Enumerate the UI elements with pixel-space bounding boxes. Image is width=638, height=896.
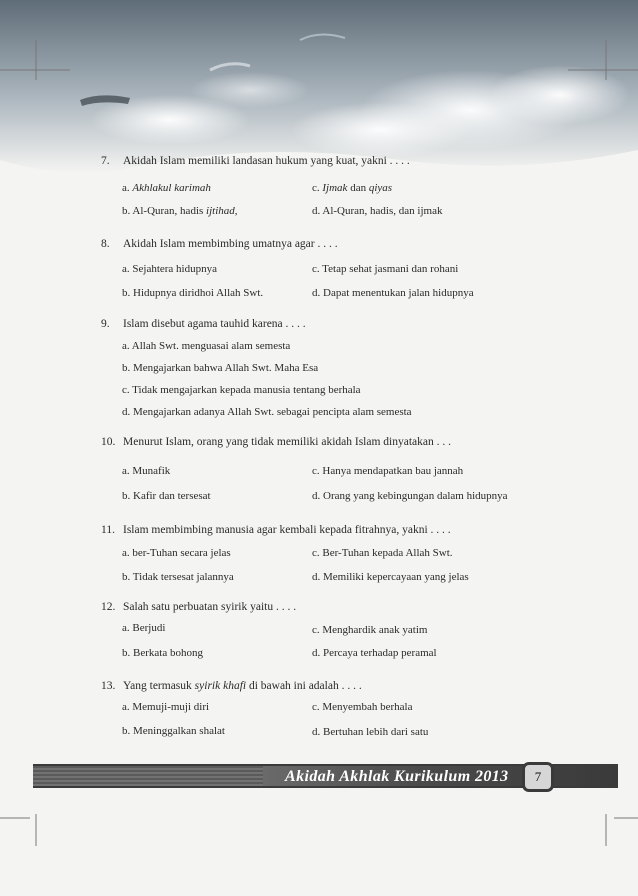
option-a: a. Allah Swt. menguasai alam semesta: [122, 340, 291, 352]
question-text: Akidah Islam membimbing umatnya agar . . . .: [123, 238, 338, 250]
option-b: b. Al-Quran, hadis ijtihad,: [122, 205, 238, 217]
question-number: 10.: [101, 436, 116, 448]
option-d: d. Memiliki kepercayaan yang jelas: [312, 571, 469, 583]
page-number: 7: [522, 762, 554, 792]
option-b: b. Tidak tersesat jalannya: [122, 571, 234, 583]
option-a: a. Munafik: [122, 465, 171, 477]
question-text: Islam membimbing manusia agar kembali kepada fitrahnya, yakni . . . .: [123, 524, 451, 536]
option-a: a. Sejahtera hidupnya: [122, 263, 217, 275]
question-11: [101, 524, 451, 536]
question-text: Yang termasuk syirik khafi di bawah ini adalah . . . .: [123, 680, 362, 692]
question-number: 9.: [101, 318, 110, 330]
option-a: a. Berjudi: [122, 622, 166, 634]
option-c: c. Ijmak dan qiyas: [312, 182, 393, 194]
option-d: d. Orang yang kebingungan dalam hidupnya: [312, 490, 508, 502]
option-b: b. Meninggalkan shalat: [122, 725, 225, 737]
crop-mark-bottom-right: [568, 808, 638, 848]
option-d: d. Bertuhan lebih dari satu: [312, 726, 429, 738]
question-8: [101, 238, 338, 250]
option-d: d. Al-Quran, hadis, dan ijmak: [312, 205, 443, 217]
question-text: Salah satu perbuatan syirik yaitu . . . .: [123, 601, 297, 613]
option-c: c. Hanya mendapatkan bau jannah: [312, 465, 464, 477]
option-a: a. Akhlakul karimah: [122, 182, 211, 194]
question-number: 8.: [101, 238, 110, 250]
option-c: c. Tetap sehat jasmani dan rohani: [312, 263, 459, 275]
option-c: c. Tidak mengajarkan kepada manusia tentang berhala: [122, 384, 361, 396]
question-10: [101, 436, 451, 448]
option-a: a. ber-Tuhan secara jelas: [122, 547, 231, 559]
crop-mark-top-left: [0, 40, 70, 100]
question-number: 12.: [101, 601, 116, 613]
option-c: c. Ber-Tuhan kepada Allah Swt.: [312, 547, 453, 559]
option-b: b. Mengajarkan bahwa Allah Swt. Maha Esa: [122, 362, 319, 374]
option-d: d. Percaya terhadap peramal: [312, 647, 437, 659]
option-c: c. Menyembah berhala: [312, 701, 413, 713]
question-13: [101, 680, 362, 692]
question-number: 7.: [101, 155, 110, 167]
option-d: d. Dapat menentukan jalan hidupnya: [312, 287, 474, 299]
option-d: d. Mengajarkan adanya Allah Swt. sebagai pencipta alam semesta: [122, 406, 412, 418]
question-9: [101, 318, 306, 330]
question-7: [101, 155, 410, 167]
question-12: [101, 601, 296, 613]
option-a: a. Memuji-muji diri: [122, 701, 210, 713]
option-c: c. Menghardik anak yatim: [312, 624, 428, 636]
question-number: 11.: [101, 524, 115, 536]
crop-mark-bottom-left: [0, 808, 70, 848]
crop-mark-top-right: [568, 40, 638, 100]
question-text: Menurut Islam, orang yang tidak memiliki akidah Islam dinyatakan . . .: [123, 436, 451, 448]
question-number: 13.: [101, 680, 116, 692]
option-b: b. Berkata bohong: [122, 647, 203, 659]
question-text: Islam disebut agama tauhid karena . . . .: [123, 318, 306, 330]
option-b: b. Hidupnya diridhoi Allah Swt.: [122, 287, 264, 299]
header-banner-image: [0, 0, 638, 178]
footer-book-title: Akidah Akhlak Kurikulum 2013: [285, 768, 509, 785]
question-text: Akidah Islam memiliki landasan hukum yang kuat, yakni . . . .: [123, 155, 410, 167]
option-b: b. Kafir dan tersesat: [122, 490, 211, 502]
